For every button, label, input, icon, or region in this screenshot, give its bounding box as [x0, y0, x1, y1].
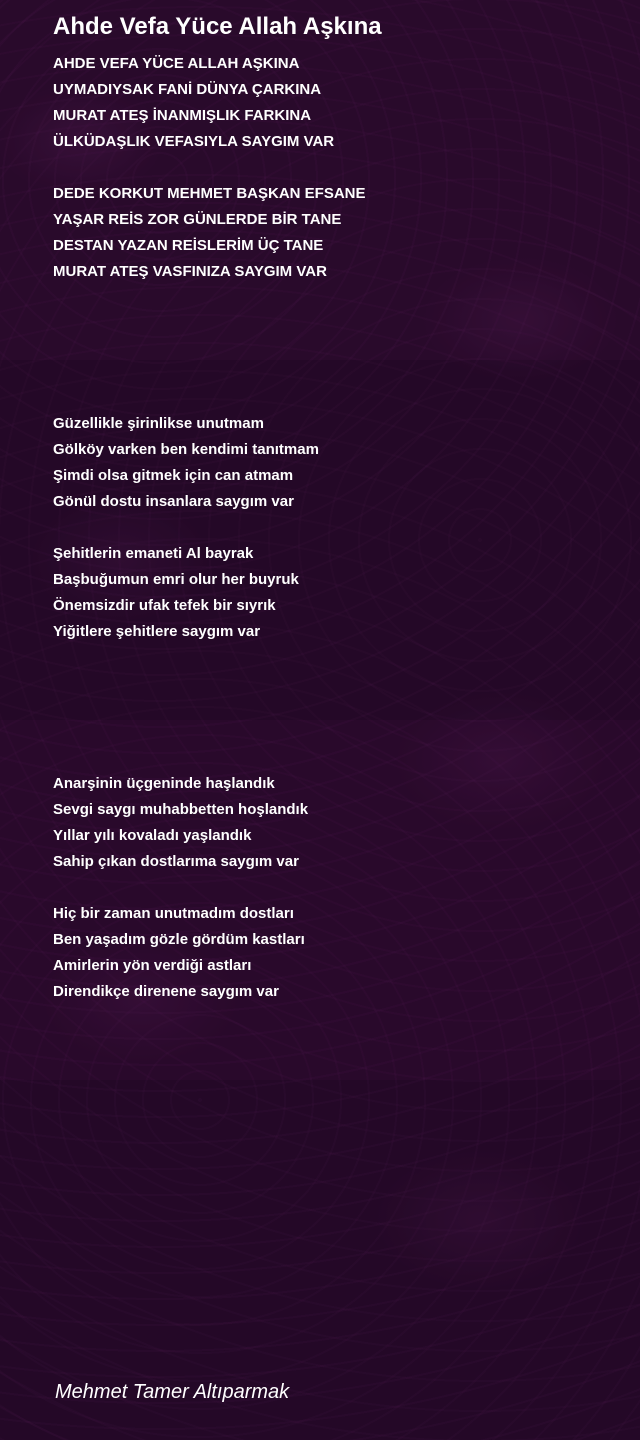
stanza-2 [53, 181, 366, 285]
poem-line: Önemsizdir ufak tefek bir sıyrık [53, 597, 276, 614]
stanza-6 [53, 901, 305, 1005]
stanza-1 [53, 51, 334, 155]
poem-line: Direndikçe direnene saygım var [53, 983, 279, 1000]
poem-line: Ben yaşadım gözle gördüm kastları [53, 931, 305, 948]
poem-line: Başbuğumun emri olur her buyruk [53, 571, 299, 588]
poem-line: UYMADIYSAK FANİ DÜNYA ÇARKINA [53, 81, 322, 98]
poem-line: Anarşinin üçgeninde haşlandık [53, 775, 275, 792]
poem-line: YAŞAR REİS ZOR GÜNLERDE BİR TANE [53, 211, 342, 228]
poem-line: Amirlerin yön verdiği astları [53, 957, 252, 974]
poem-author: Mehmet Tamer Altıparmak [55, 1381, 290, 1403]
poem-line: MURAT ATEŞ İNANMIŞLIK FARKINA [53, 107, 312, 124]
poem-line: DEDE KORKUT MEHMET BAŞKAN EFSANE [53, 185, 366, 202]
poem-line: AHDE VEFA YÜCE ALLAH AŞKINA [53, 55, 300, 72]
poem-line: Sevgi saygı muhabbetten hoşlandık [53, 801, 309, 818]
poem-line: ÜLKÜDAŞLIK VEFASIYLA SAYGIM VAR [53, 133, 335, 150]
poem-line: MURAT ATEŞ VASFINIZA SAYGIM VAR [53, 263, 327, 280]
poem-line: Hiç bir zaman unutmadım dostları [53, 905, 294, 922]
poem-line: Yiğitlere şehitlere saygım var [53, 623, 261, 640]
poem-line: Gölköy varken ben kendimi tanıtmam [53, 441, 319, 458]
stanza-5 [53, 771, 308, 875]
stanza-4 [53, 541, 299, 645]
poem-line: DESTAN YAZAN REİSLERİM ÜÇ TANE [53, 237, 324, 254]
poem-line: Sahip çıkan dostlarıma saygım var [53, 853, 299, 870]
poem-line: Gönül dostu insanlara saygım var [53, 493, 294, 510]
poem-title: Ahde Vefa Yüce Allah Aşkına [53, 13, 382, 40]
stanza-3 [53, 411, 319, 515]
poem-line: Yıllar yılı kovaladı yaşlandık [53, 827, 252, 844]
poem-line: Şehitlerin emaneti Al bayrak [53, 545, 254, 562]
poem-line: Şimdi olsa gitmek için can atmam [53, 467, 294, 484]
poem-line: Güzellikle şirinlikse unutmam [53, 415, 264, 432]
